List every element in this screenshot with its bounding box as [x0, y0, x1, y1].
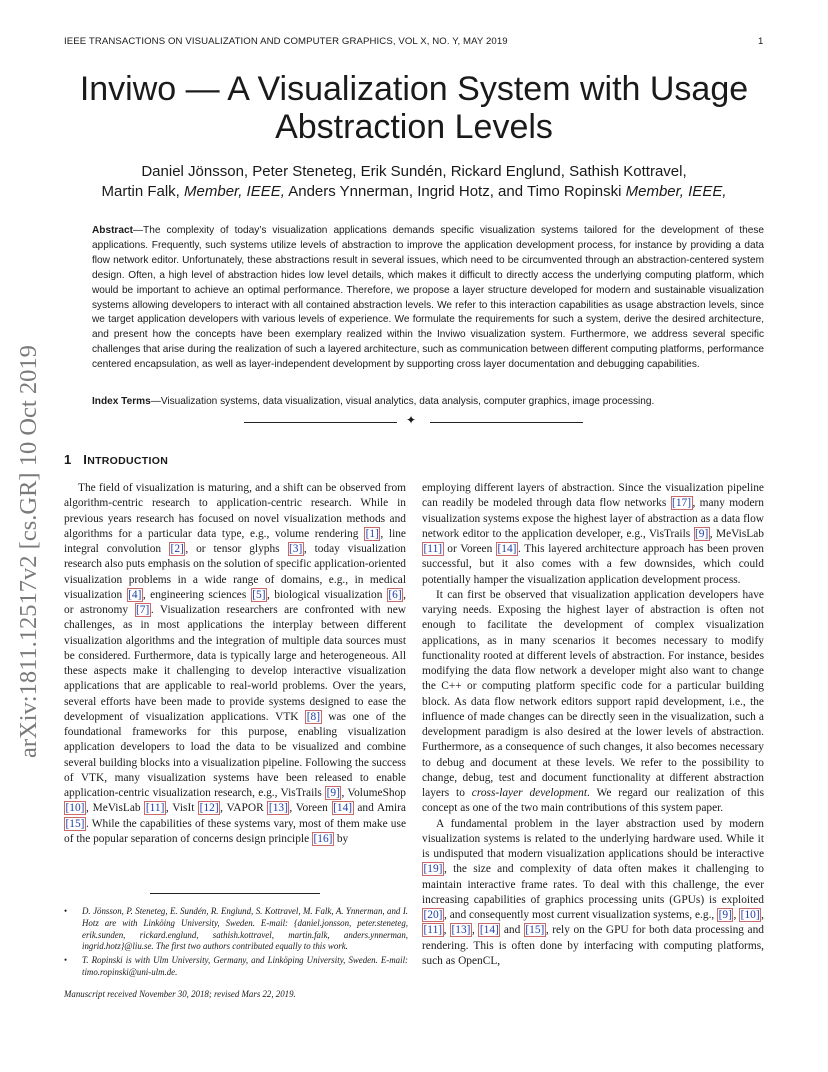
citation-link[interactable]: [13] [268, 802, 288, 815]
title-line-2: Abstraction Levels [275, 108, 553, 146]
paragraph-text: . Visualization researchers are confronted with new challenges, as in most applications the interplay between different visualization algorithms and the integration of multiple data sources must be considered. Furthermore, data is typically large and heterogeneous. All these aspects make it challenging to develop interactive visualization applications that are applicable to real-world problems. Over the years, several efforts have been made to provide systems designed to ease the development of visualization applications. VTK [64, 604, 406, 723]
section-heading [64, 452, 168, 467]
paragraph-text: , [761, 909, 764, 921]
paragraph-text: , VisIt [165, 802, 199, 815]
footnote [64, 955, 408, 979]
paragraph [64, 481, 406, 847]
paragraph-text: It can first be observed that visualization application developers have varying needs. Exposing the highest layer of abstraction is often not enough to facilitate the development of complex visualization applications, as in many scenarios it becomes necessary to modify functionality rooted at different levels of abstraction. For instance, besides modifying the data flow network a developer might also want to change the C++ or computing platform specific code for a particular building block. As data flow network editors support rapid development, i.e., the influence of made changes can be directly seen in the visualization, such a development paradigm is also desired at the lower levels of abstraction. Furthermore, as a consequence of such changes, it also becomes necessary to debug and document at these levels. We refer to the possibility to change, debug, test and document functionality at different abstraction layers to [422, 588, 764, 799]
footnote-text: T. Ropinski is with Ulm University, Germany, and Linköping University, Sweden. E-mail: timo.ropinski@uni-ulm.de. [82, 955, 408, 977]
citation-link[interactable]: [9] [326, 787, 340, 799]
paragraph-text: and [500, 924, 524, 937]
right-column [422, 481, 764, 969]
left-column [64, 481, 406, 847]
separator-line-left [244, 422, 397, 423]
paragraph-text: , Voreen [289, 802, 332, 815]
manuscript-dates: Manuscript received November 30, 2018; revised Mars 22, 2019. [64, 988, 296, 999]
arxiv-identifier: arXiv:1811.12517v2 [cs.GR] 10 Oct 2019 [15, 345, 42, 758]
author-membership: Member, IEEE, [184, 183, 285, 200]
page-number: 1 [758, 36, 764, 47]
paragraph-text: The field of visualization is maturing, and a shift can be observed from algorithm-centric research to application-centric research. While in previous years research has focused on novel visualization methods and algorithms for a particular data type, e.g., volume rendering [64, 482, 406, 540]
citation-link[interactable]: [8] [306, 710, 321, 723]
citation-link[interactable]: [14] [479, 924, 499, 937]
paragraph-text: A fundamental problem in the layer abstraction used by modern visualization systems is related to the underlying hardware used. While it is undisputed that modern visualization applications should be interactive [422, 817, 764, 860]
section-title-initial: I [83, 452, 88, 467]
citation-link[interactable]: [17] [672, 497, 692, 510]
bullet-icon: • [64, 906, 68, 916]
paragraph-text: , or astronomy [64, 588, 406, 616]
arxiv-side-stamp [8, 290, 44, 760]
paragraph-text: , [733, 909, 740, 921]
paragraph-text: , rely on the GPU for both data processing and rendering. This is often done by interfacing with computing platforms, such as OpenCL, [422, 924, 764, 967]
author-text: Martin Falk, [101, 183, 185, 200]
citation-link[interactable]: [15] [525, 924, 545, 937]
title-line-1: Inviwo — A Visualization System with Usage [79, 70, 749, 108]
citation-link[interactable]: [14] [333, 802, 353, 815]
emphasis-term: cross-layer development [471, 787, 588, 799]
paragraph-text: and Amira [353, 802, 406, 815]
paragraph-text: , VAPOR [220, 802, 268, 815]
paragraph-text: , many modern visualization systems expose the highest layer of abstraction as a data flow network editor to the application developer, e.g., VisTrails [422, 497, 764, 540]
paragraph-text: , biological visualization [267, 588, 387, 601]
paper-title [64, 70, 764, 146]
citation-link[interactable]: [2] [170, 543, 184, 555]
citation-link[interactable]: [6] [388, 588, 402, 601]
paragraph [422, 481, 764, 588]
paragraph-text: , today visualization research also puts emphasis on the solution of specific application-oriented visualization problems in a wide range of domains, e.g., in medical visualization [64, 543, 406, 601]
citation-link[interactable]: [3] [289, 543, 303, 555]
paragraph-text: by [333, 832, 349, 845]
paragraph [422, 817, 764, 970]
separator-diamond-icon: ✦ [406, 413, 417, 427]
citation-link[interactable]: [7] [136, 604, 150, 616]
paragraph-text: , [443, 924, 450, 937]
paragraph-text: , line integral convolution [64, 527, 406, 555]
citation-link[interactable]: [10] [740, 909, 760, 921]
citation-link[interactable]: [5] [252, 588, 266, 601]
citation-link[interactable]: [11] [423, 543, 443, 555]
author-line-1: Daniel Jönsson, Peter Steneteg, Erik Sundén, Rickard Englund, Sathish Kottravel, [141, 163, 687, 180]
paragraph-text: , or tensor glyphs [185, 543, 288, 555]
paragraph-text: , [471, 924, 479, 937]
citation-link[interactable]: [1] [365, 527, 379, 540]
citation-link[interactable]: [15] [65, 817, 85, 830]
paragraph-text: , the size and complexity of data often makes it challenging to maintain interactive frame rates. To deal with this challenge, the ever increasing capabilities of graphics processing units (GPUs) is exploited [422, 863, 764, 906]
running-head: IEEE TRANSACTIONS ON VISUALIZATION AND COMPUTER GRAPHICS, VOL X, NO. Y, MAY 2019 [64, 36, 508, 47]
separator-line-right [430, 422, 583, 423]
index-terms [92, 395, 764, 409]
section-title-rest: NTRODUCTION [87, 455, 169, 467]
paragraph-text: , and consequently most current visualization systems, e.g., [443, 909, 718, 921]
citation-link[interactable]: [14] [497, 543, 517, 555]
author-list [64, 162, 764, 202]
paragraph-text: or Voreen [443, 543, 496, 555]
paragraph-text: employing different layers of abstraction. Since the visualization pipeline can readily be modeled through data flow networks [422, 482, 764, 510]
paragraph-text: , MeVisLab [709, 527, 764, 540]
abstract-text: —The complexity of today’s visualization applications demands specific visualization systems tailored for the development of these applications. Frequently, such systems utilize levels of abstraction to improve the application development process, for instance by providing a data flow network editor. Unfortunately, these abstractions result in several issues, which need to be circumvented through an abstraction-centered system design. Often, a high level of abstraction hides low level details, which makes it difficult to directly access the underlying computing platform, which would be important to achieve an optimal performance. Therefore, we propose a layer structure developed for modern and sustainable visualization systems allowing developers to interact with all contained abstraction levels. We refer to this interaction capabilities as usage abstraction levels, since we target application developers with various levels of experience. We formulate the requirements for such a system, derive the desired architecture, and present how the concepts have been exemplary realized within the Inviwo visualization system. Furthermore, we address several specific challenges that arise during the realization of such a layered architecture, such as communication between different computing platforms, performance centered encapsulation, as well as layer-independent development by supporting cross layer documentation and debugging capabilities. [92, 225, 764, 371]
paragraph-text: was one of the foundational frameworks for this purpose, enabling visualization application developers to load the data to be visualized and combine several building blocks into a visualization pipeline. Following the success of VTK, many visualization systems have been released to enable application-centric visualization research, e.g., VisTrails [64, 710, 406, 799]
paragraph-text: . We regard our realization of this concept as one of the two main contributions of this system paper. [422, 787, 764, 815]
citation-link[interactable]: [11] [145, 802, 165, 815]
citation-link[interactable]: [16] [313, 832, 333, 845]
section-number: 1 [64, 452, 72, 467]
footnotes [64, 906, 408, 1001]
footnote-text: D. Jönsson, P. Steneteg, E. Sundén, R. Englund, S. Kottravel, M. Falk, A. Ynnerman, and I. Hotz are with Linköing University, Sweden. E-mail: {daniel.jonsson, peter.steneteg, erik.sunden, rickard.englund, sathish.kottravel, martin.falk, anders.ynnerman, ingrid.hotz}@liu.se. The first two authors contributed equally to this work. [82, 906, 408, 952]
footnote-rule [150, 893, 320, 894]
paragraph-text: , engineering sciences [142, 588, 251, 601]
bullet-icon: • [64, 955, 68, 966]
author-line-2 [64, 182, 764, 202]
index-terms-text: —Visualization systems, data visualization, visual analytics, data analysis, computer graphics, image processing. [150, 396, 655, 407]
paragraph-text: , MeVisLab [85, 802, 145, 815]
citation-link[interactable]: [20] [423, 909, 443, 921]
citation-link[interactable]: [10] [65, 802, 85, 815]
author-membership: Member, IEEE, [625, 183, 727, 200]
author-text: Anders Ynnerman, Ingrid Hotz, and Timo Ropinski [284, 183, 626, 200]
paragraph [422, 588, 764, 817]
paragraph-text: , VolumeShop [341, 787, 406, 799]
abstract [92, 224, 764, 373]
citation-link[interactable]: [11] [423, 924, 443, 937]
citation-link[interactable]: [13] [451, 924, 471, 937]
citation-link[interactable]: [19] [423, 863, 443, 876]
citation-link[interactable]: [4] [128, 588, 142, 601]
index-terms-label: Index Terms [92, 396, 151, 407]
citation-link[interactable]: [9] [718, 909, 732, 921]
abstract-label: Abstract [92, 225, 133, 236]
paragraph-text: . This layered architecture approach has been proven successful, but it also comes with a few downsides, which could potentially hamper the visualization application development process. [422, 543, 764, 586]
citation-link[interactable]: [12] [199, 802, 219, 815]
citation-link[interactable]: [9] [695, 527, 709, 540]
paragraph-text: . While the capabilities of these systems vary, most of them make use of the popular separation of concerns design principle [64, 817, 406, 845]
footnote [64, 906, 408, 953]
